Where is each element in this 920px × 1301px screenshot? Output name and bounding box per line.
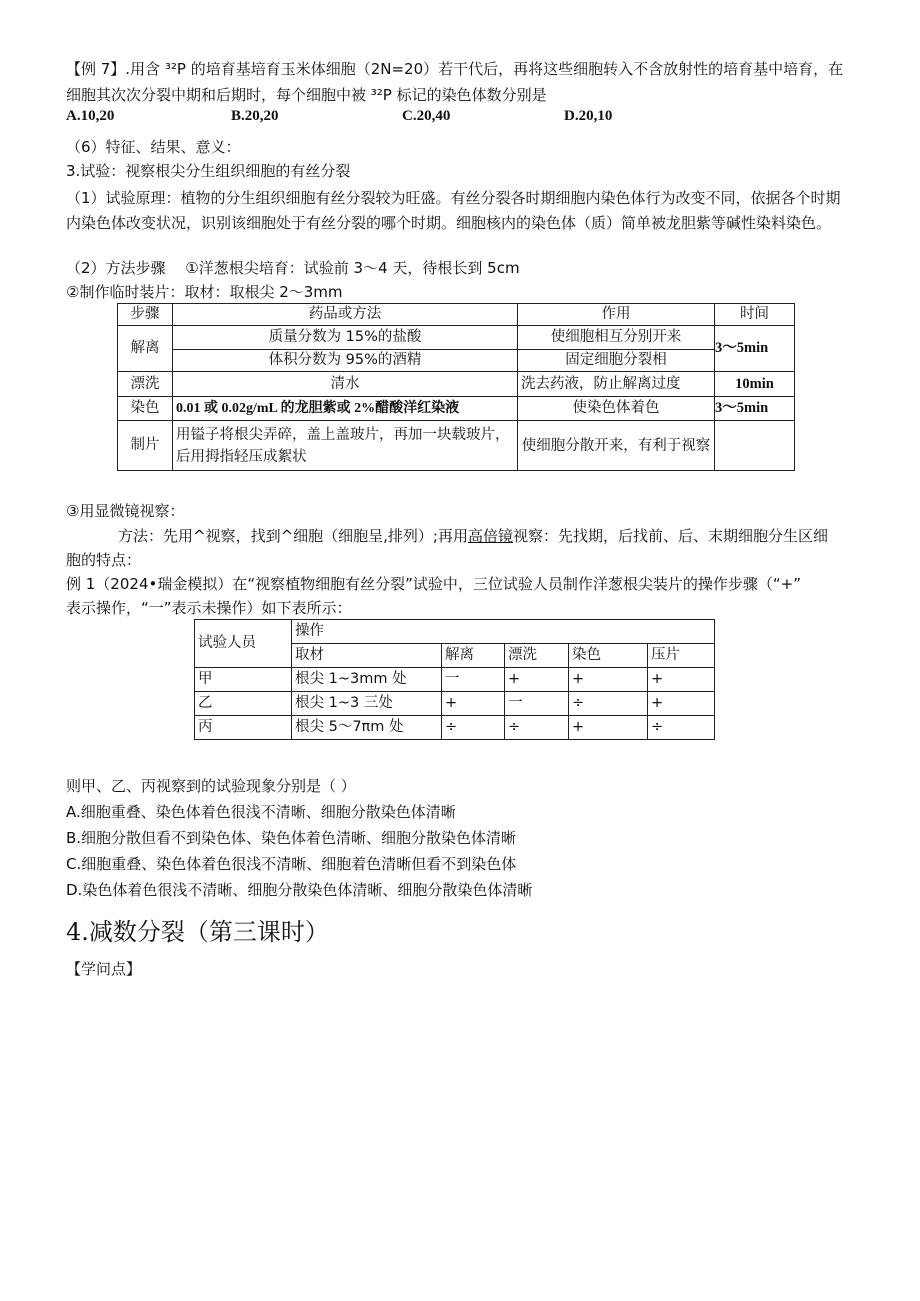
drug-water: 清水	[173, 372, 518, 397]
drug-hcl: 质量分数为 15%的盐酸	[173, 326, 518, 350]
cell: 根尖 1~3 三处	[292, 692, 442, 716]
method-part-d: 胞的特点：	[66, 551, 142, 569]
cell: 根尖 5〜7πm 处	[292, 716, 442, 740]
drug-slide: 用镒子将根尖弄碎，盖上盖玻片，再加一块载玻片，后用拇指轻压成絮状	[173, 421, 518, 471]
microscope-method	[118, 525, 860, 547]
option-d: D.20,10	[564, 108, 613, 124]
table-row	[118, 421, 795, 471]
operation-table	[194, 619, 715, 740]
experiment-steps: （2）方法步骤 ①洋葱根尖培育：试验前 3～4 天，待根长到 5cm	[66, 259, 520, 277]
option-a: A.10,20	[66, 108, 115, 124]
cell: 根尖 1~3mm 处	[292, 668, 442, 692]
effect-disperse: 使细胞分散开来，有利于视察	[518, 421, 715, 471]
example7-line2: 细胞其次次分裂中期和后期时，每个细胞中被 ³²P 标记的染色体数分别是	[66, 86, 547, 104]
knowledge-points: 【学问点】	[66, 960, 142, 978]
header-operation: 操作	[292, 620, 715, 644]
step-piaoxi: 漂洗	[118, 372, 173, 397]
procedure-table	[117, 303, 795, 471]
cell: +	[442, 692, 505, 716]
cell: +	[505, 668, 569, 692]
example1-line2: 表示操作，“一”表示未操作）如下表所示：	[66, 599, 352, 617]
table-row	[118, 397, 795, 421]
table-row	[195, 668, 715, 692]
header-step: 步骤	[118, 304, 173, 326]
effect-wash: 洗去药液，防止解离过度	[518, 372, 715, 397]
header-person: 试验人员	[195, 620, 292, 668]
question-option-a: A.细胞重叠、染色体着色很浅不清晰、细胞分散染色体清晰	[66, 803, 456, 821]
cell: +	[569, 716, 648, 740]
section6: （6）特征、结果、意义：	[66, 138, 241, 156]
table-header-row	[195, 620, 715, 644]
drug-stain: 0.01 或 0.02g/mL 的龙胆紫或 2%醋酸洋红染液	[173, 397, 518, 421]
slide-prep: ②制作临时装片：取材：取根尖 2～3mm	[66, 283, 343, 301]
experiment-principle: （1）试验原理：植物的分生组织细胞有丝分裂较为旺盛。有丝分裂各时期细胞内染色体行为改变不同，依据各个时期内染色体改变状况，识别该细胞处于有丝分裂的哪个时期。细胞核内的染色体（质）简单被龙胆紫等碱性染料染色。	[66, 189, 841, 232]
header-quca: 取材	[292, 644, 442, 668]
time-jieli: 3～5min	[715, 326, 795, 372]
table-row	[118, 350, 795, 372]
drug-alcohol: 体积分数为 95%的酒精	[173, 350, 518, 372]
header-drug: 药品或方法	[173, 304, 518, 326]
table-row	[195, 692, 715, 716]
table-row	[118, 326, 795, 350]
question-option-d: D.染色体着色很浅不清晰、细胞分散染色体清晰、细胞分散染色体清晰	[66, 881, 533, 899]
time-piaoxi: 10min	[715, 372, 795, 397]
step-jieli: 解离	[118, 326, 173, 372]
example7-line1: 【例 7】.用含 ³²P 的培育基培育玉米体细胞（2N=20）若干代后，再将这些细胞转入不含放射性的培育基中培育，在	[66, 60, 844, 78]
microscope-title: ③用显微镜视察：	[66, 502, 185, 520]
header-effect: 作用	[518, 304, 715, 326]
cell: 一	[442, 668, 505, 692]
cell: +	[648, 668, 715, 692]
time-ranse: 3～5min	[715, 397, 795, 421]
question-option-b: B.细胞分散但看不到染色体、染色体着色清晰、细胞分散染色体清晰	[66, 829, 517, 847]
example7-options	[66, 108, 766, 130]
header-jieli: 解离	[442, 644, 505, 668]
section-heading: 4.减数分裂（第三课时）	[66, 918, 329, 946]
example1-line1: 例 1（2024•瑞金模拟）在“视察植物细胞有丝分裂”试验中，三位试验人员制作洋葱根尖装片的操作步骤（“+”	[66, 575, 801, 593]
step-ranse: 染色	[118, 397, 173, 421]
cell: ÷	[442, 716, 505, 740]
header-yapian: 压片	[648, 644, 715, 668]
cell: ÷	[505, 716, 569, 740]
method-part-c: 视察：先找期，后找前、后、末期细胞分生区细	[512, 527, 828, 545]
cell: 一	[505, 692, 569, 716]
method-part-b: 高倍镜	[467, 527, 513, 545]
question-stem: 则甲、乙、丙视察到的试验现象分别是（ ）	[66, 777, 356, 795]
table-header-row	[118, 304, 795, 326]
time-zhipian	[715, 421, 795, 471]
person-yi: 乙	[195, 692, 292, 716]
experiment-title: 3.试验：视察根尖分生组织细胞的有丝分裂	[66, 162, 351, 180]
header-piaoxi: 漂洗	[505, 644, 569, 668]
method-part-a: 方法：先用^视察，找到^细胞（细胞呈,排列）;再用	[118, 527, 468, 545]
question-option-c: C.细胞重叠、染色体着色很浅不清晰、细胞着色清晰但看不到染色体	[66, 855, 517, 873]
cell: +	[569, 668, 648, 692]
table-row	[118, 372, 795, 397]
option-b: B.20,20	[231, 108, 279, 124]
table-row	[195, 716, 715, 740]
header-time: 时间	[715, 304, 795, 326]
cell: +	[648, 692, 715, 716]
effect-separate: 使细胞相互分别开来	[518, 326, 715, 350]
step-zhipian: 制片	[118, 421, 173, 471]
person-bing: 丙	[195, 716, 292, 740]
person-jia: 甲	[195, 668, 292, 692]
header-ranse: 染色	[569, 644, 648, 668]
cell: ÷	[569, 692, 648, 716]
effect-stain: 使染色体着色	[518, 397, 715, 421]
cell: ÷	[648, 716, 715, 740]
effect-fix: 固定细胞分裂相	[518, 350, 715, 372]
option-c: C.20,40	[402, 108, 451, 124]
